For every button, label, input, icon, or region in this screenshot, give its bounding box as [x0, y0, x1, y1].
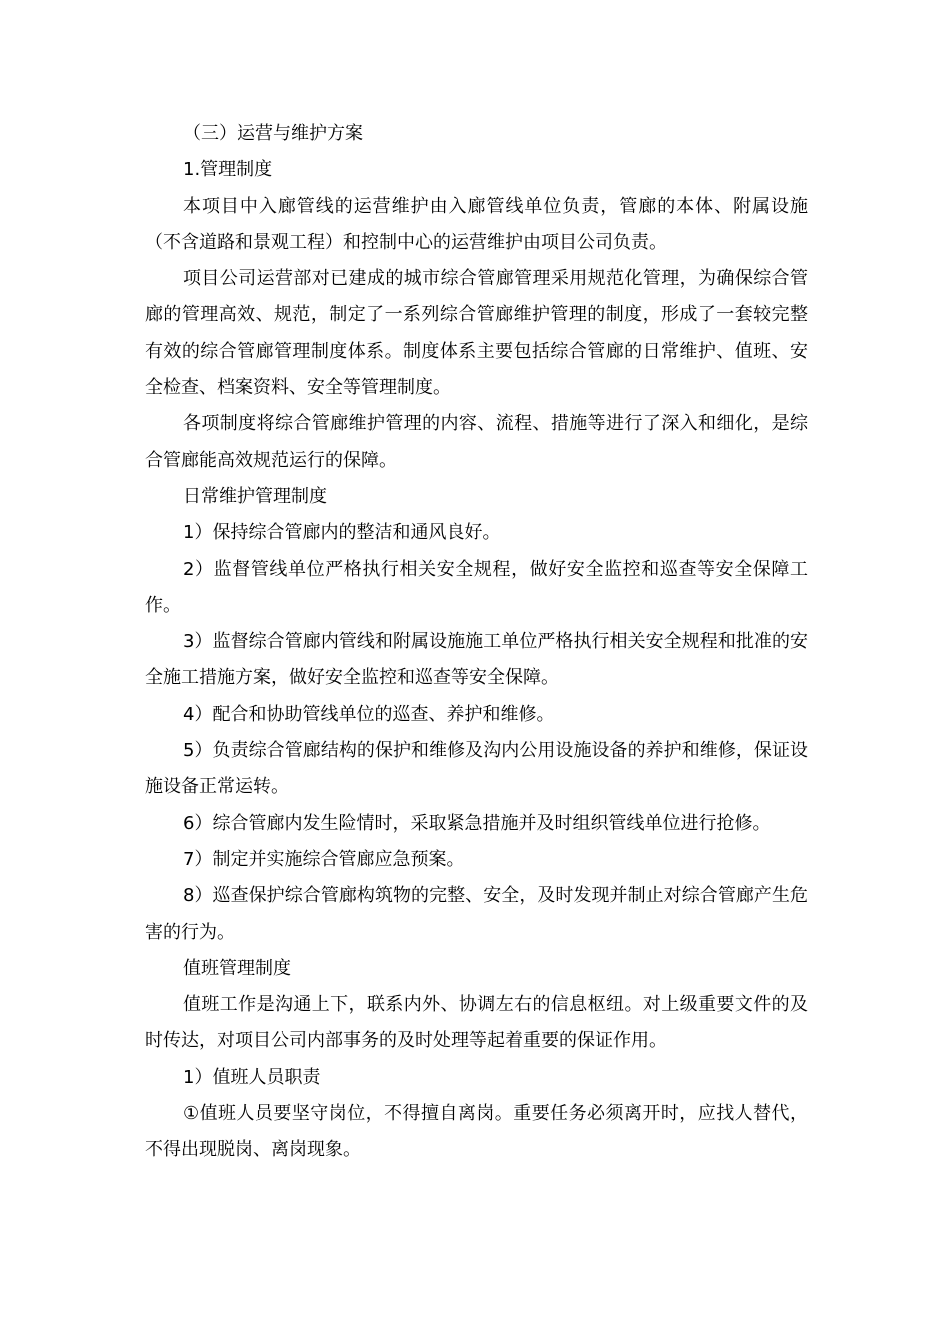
document-body: [145, 116, 808, 1169]
body-paragraph: 本项目中入廊管线的运营维护由入廊管线单位负责，管廊的本体、附属设施（不含道路和景观工程）和控制中心的运营维护由项目公司负责。: [145, 195, 808, 253]
list-item: 5）负责综合管廊结构的保护和维修及沟内公用设施设备的养护和维修，保证设施设备正常运转。: [145, 740, 808, 798]
list-item: 6）综合管廊内发生险情时，采取紧急措施并及时组织管线单位进行抢修。: [183, 812, 771, 834]
body-paragraph: 项目公司运营部对已建成的城市综合管廊管理采用规范化管理，为确保综合管廊的管理高效、规范，制定了一系列综合管廊维护管理的制度，形成了一套较完整有效的综合管廊管理制度体系。制度体系主要包括综合管廊的日常维护、值班、安全检查、档案资料、安全等管理制度。: [145, 268, 808, 399]
list-item: 7）制定并实施综合管廊应急预案。: [183, 848, 465, 870]
subsection-heading: 1.管理制度: [183, 159, 273, 181]
body-paragraph: 各项制度将综合管廊维护管理的内容、流程、措施等进行了深入和细化，是综合管廊能高效规范运行的保障。: [145, 413, 808, 471]
body-paragraph: ①值班人员要坚守岗位，不得擅自离岗。重要任务必须离开时，应找人替代，不得出现脱岗、离岗现象。: [145, 1103, 808, 1161]
list-item: 4）配合和协助管线单位的巡查、养护和维修。: [183, 703, 555, 725]
list-item: 8）巡查保护综合管廊构筑物的完整、安全，及时发现并制止对综合管廊产生危害的行为。: [145, 885, 808, 943]
list-item: 2）监督管线单位严格执行相关安全规程，做好安全监控和巡查等安全保障工作。: [145, 558, 808, 616]
body-paragraph: 值班工作是沟通上下，联系内外、协调左右的信息枢纽。对上级重要文件的及时传达，对项目公司内部事务的及时处理等起着重要的保证作用。: [145, 994, 808, 1052]
subsection-heading: 值班管理制度: [183, 957, 291, 979]
list-item: 1）值班人员职责: [183, 1066, 321, 1088]
section-heading: （三）运营与维护方案: [183, 123, 363, 144]
list-item: 1）保持综合管廊内的整洁和通风良好。: [183, 522, 501, 544]
subsection-heading: 日常维护管理制度: [183, 485, 327, 507]
list-item: 3）监督综合管廊内管线和附属设施施工单位严格执行相关安全规程和批准的安全施工措施方案，做好安全监控和巡查等安全保障。: [145, 631, 808, 689]
